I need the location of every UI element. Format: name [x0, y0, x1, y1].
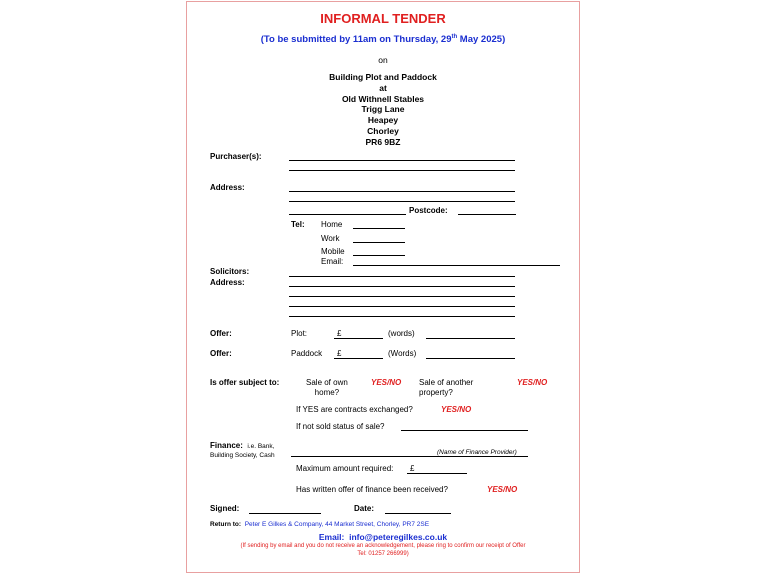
solicitors-field-3[interactable]: [289, 296, 515, 297]
pound-sign: £: [337, 329, 342, 338]
solicitors-field[interactable]: [289, 276, 515, 277]
solicitors-field-2[interactable]: [289, 286, 515, 287]
signed-label: Signed:: [210, 504, 240, 513]
finance-provider-note: (Name of Finance Provider): [437, 449, 517, 456]
written-offer-text: Has written offer of finance been received?: [296, 485, 448, 494]
offer-paddock-label: Offer:: [210, 349, 232, 358]
words-label: (words): [388, 329, 415, 338]
sale-own-home-yesno[interactable]: YES/NO: [371, 378, 402, 387]
date-field[interactable]: [385, 513, 451, 514]
work-label: Work: [321, 234, 340, 243]
sale-own-home-text: Sale of own home?: [306, 378, 348, 397]
property-address: [187, 72, 579, 148]
sale-status-field[interactable]: [401, 430, 528, 431]
acknowledgement-note: (If sending by email and you do not receive an acknowledgement, please ring to confirm our receipt of Offer Tel: 01257 266999): [240, 543, 526, 557]
finance-provider-field[interactable]: [291, 456, 528, 457]
contracts-yesno[interactable]: YES/NO: [441, 405, 472, 414]
address-label: Address:: [210, 183, 245, 192]
plot-words-field[interactable]: [426, 338, 515, 339]
property-line: Heapey: [367, 115, 399, 126]
mobile-phone-field[interactable]: [353, 255, 405, 256]
purchasers-label: Purchaser(s):: [210, 152, 262, 161]
property-line: Old Withnell Stables: [341, 93, 425, 104]
contracts-exchanged-text: If YES are contracts exchanged?: [296, 405, 413, 414]
property-line: at: [379, 82, 387, 93]
property-line: PR6 9BZ: [365, 136, 401, 147]
postcode-field[interactable]: [458, 214, 516, 215]
paddock-label: Paddock: [291, 349, 323, 358]
address-field[interactable]: [289, 191, 515, 192]
address-field-3[interactable]: [289, 214, 406, 215]
solicitors-address-label: Address:: [210, 278, 245, 287]
email-label: Email:: [321, 257, 344, 266]
property-line: Building Plot and Paddock: [329, 72, 437, 82]
offer-plot-label: Offer:: [210, 329, 232, 338]
plot-label: Plot:: [291, 329, 308, 338]
max-amount-field[interactable]: [407, 473, 467, 474]
email-link[interactable]: info@peteregilkes.co.uk: [349, 532, 448, 542]
purchasers-field-2[interactable]: [289, 170, 515, 171]
paddock-words-field[interactable]: [426, 358, 515, 359]
address-field-2[interactable]: [289, 201, 515, 202]
offer-subject-label: Is offer subject to:: [210, 378, 280, 387]
max-amount-text: Maximum amount required:: [296, 464, 394, 473]
solicitors-field-5[interactable]: [289, 316, 515, 317]
paddock-amount-field[interactable]: [334, 358, 383, 359]
home-label: Home: [321, 220, 343, 229]
property-line: Trigg Lane: [361, 104, 405, 115]
tender-form-page: [186, 1, 580, 573]
page-title: INFORMAL TENDER: [320, 11, 446, 26]
written-offer-yesno[interactable]: YES/NO: [487, 485, 518, 494]
submission-deadline: (To be submitted by 11am on Thursday, 29th May 2025): [260, 34, 506, 46]
home-phone-field[interactable]: [353, 228, 405, 229]
words-label: (Words): [388, 349, 417, 358]
plot-amount-field[interactable]: [334, 338, 383, 339]
sale-another-yesno[interactable]: YES/NO: [517, 378, 548, 387]
signature-field[interactable]: [249, 513, 321, 514]
work-phone-field[interactable]: [353, 242, 405, 243]
solicitors-field-4[interactable]: [289, 306, 515, 307]
email-line: Email: info@peteregilkes.co.uk: [318, 532, 448, 542]
return-to-line: Return to: Peter E Gilkes & Company, 44 Market Street, Chorley, PR7 2SE: [210, 521, 430, 528]
email-field[interactable]: [353, 265, 560, 266]
solicitors-label: Solicitors:: [210, 267, 250, 276]
tel-label: Tel:: [291, 220, 305, 229]
mobile-label: Mobile: [321, 247, 345, 256]
finance-label: Finance: i.e. Bank, Building Society, Cash: [210, 441, 275, 459]
not-sold-status-text: If not sold status of sale?: [296, 422, 385, 431]
on-text: on: [378, 55, 388, 65]
sale-another-property-text: Sale of another property?: [419, 378, 474, 397]
property-line: Chorley: [367, 125, 399, 136]
postcode-label: Postcode:: [409, 206, 448, 215]
purchasers-field[interactable]: [289, 160, 515, 161]
pound-sign: £: [337, 349, 342, 358]
pound-sign: £: [410, 464, 415, 473]
date-label: Date:: [354, 504, 375, 513]
